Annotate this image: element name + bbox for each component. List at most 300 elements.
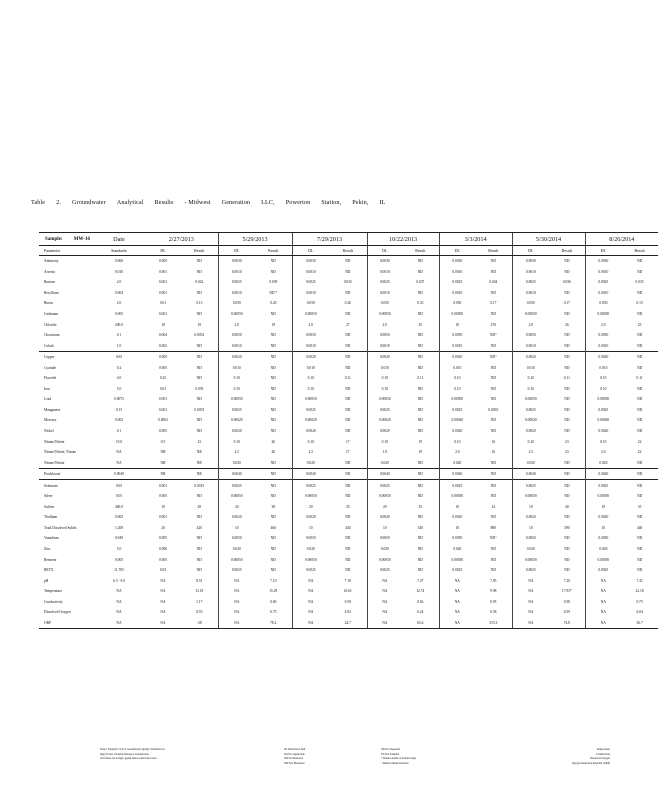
result-cell: ND [417,418,423,423]
notes-standards [100,748,165,762]
standard-value: 0.005 [114,312,124,316]
caption-word: Results [154,199,174,206]
detection-limit-cell: 20 [218,502,255,513]
detection-limit-cell: NA [218,586,255,597]
detection-limit-cell: 0.10 [292,373,329,384]
detection-limit-cell: 0.0020 [439,512,475,523]
table-row [39,457,658,468]
result-cell: ND [196,269,202,274]
notes-abbreviations [284,748,305,766]
result-cell: ND [345,536,351,541]
detection-limit-cell: 0.020 [439,544,475,555]
result-cell: 15.29 [269,589,278,594]
result-cell: ND [270,376,276,381]
result-cell: 22.18 [635,589,644,594]
detection-limit-cell: 0.01 [159,386,167,391]
result-cell: ND [637,290,643,295]
parameter-name: Zinc [44,547,51,552]
detection-limit-cell: 0.001 [158,397,168,402]
result-cell: ND [637,312,643,316]
detection-limit-cell: 0.25 [159,376,167,381]
detection-limit-cell: 0.0020 [367,512,402,523]
result-cell: ND [196,259,202,264]
result-cell: ND [270,547,276,552]
detection-limit-cell: 0.001 [158,312,168,316]
caption-word: - Midwest [184,199,211,206]
detection-limit-cell: 0.00020 [367,415,402,426]
detection-limit-cell: 0.050 [512,298,549,309]
dl-header: DL [439,246,475,256]
result-cell: ND [637,386,643,391]
table-row [39,618,658,629]
result-cell: 35 [345,504,350,509]
note-line: * Result outside of normal range [381,757,417,761]
detection-limit-cell: 0.001 [145,480,181,491]
result-cell: 6.59 [563,610,570,615]
caption-word: Pekin, [352,199,369,206]
result-cell: 8.53 [196,610,203,615]
detection-limit-cell: 0.0010 [367,340,402,351]
detection-limit-cell: 0.0040 [585,468,621,480]
result-cell: ND [417,343,423,348]
standard-value: NA [116,610,122,615]
detection-limit-cell: 0.0025 [512,565,549,576]
detection-limit-cell: 0.0025 [585,565,621,576]
result-cell: ND [196,515,202,520]
detection-limit-cell: 0.00050 [367,394,402,405]
standard-value: 5.0 [116,386,122,391]
note-line: NM Not Measured [284,761,305,765]
result-cell: ND [549,351,585,362]
parameter-name: Conductivity [44,599,63,604]
result-cell: ND [402,480,439,491]
parameter-name: Arsenic [44,269,56,274]
table-row [39,533,658,544]
sample-label: Sample: MW-16 [39,233,93,246]
sample-id: MW-16 [73,236,90,242]
detection-limit-cell: 0.0025 [585,277,621,288]
result-cell: ND [549,468,585,480]
result-cell: 0.0015 [181,480,218,491]
result-cell: ND [564,494,570,499]
result-cell: 0.17 [563,301,570,306]
detection-limit-cell: 0.0025 [585,480,621,491]
result-cell: ND [345,312,351,316]
detection-limit-cell: 0.00020 [292,415,329,426]
detection-limit-cell: 0.0050 [292,330,329,341]
result-header: Result [181,246,218,256]
result-cell: ND [196,343,202,348]
result-cell: ND [196,557,202,562]
result-cell: 12.74 [416,589,425,594]
detection-limit-cell: 0.0040 [218,468,255,480]
detection-limit-cell: 0.003 [158,259,168,264]
result-cell: 440 [345,525,351,530]
result-cell: 7.85 [490,578,497,583]
detection-limit-cell: 0.001 [158,407,168,412]
standard-value: 5.0 [116,547,122,552]
date-header: 5/30/2014 [512,233,585,246]
result-cell: -28 [181,618,218,629]
result-cell: ND [345,429,351,434]
result-cell: 16 [491,450,496,455]
standard-value: NA [116,450,122,455]
result-cell: 0.11 [563,376,570,381]
parameter-name: Cobalt [44,343,54,348]
result-cell: ND [417,365,423,370]
detection-limit-cell: 0.00050 [439,554,475,565]
result-cell: ND [270,343,276,348]
detection-limit-cell: 0.0025 [367,565,402,576]
result-cell: ND [637,269,643,274]
detection-limit-cell: 0.0010 [439,340,475,351]
standard-value: NA [116,460,122,465]
detection-limit-cell: 0.005 [158,536,168,541]
result-cell: 6.04 [636,610,643,615]
table-row [39,597,658,608]
result-cell: 6.24 [417,610,424,615]
result-cell: ND [549,480,585,491]
result-cell: ND [255,480,292,491]
table-row [39,277,658,288]
detection-limit-cell: 0.0025 [218,405,255,416]
result-cell: ND * [269,290,278,295]
table-row [39,309,658,320]
result-cell: 0.15 [636,301,643,306]
parameter-name: Copper [39,351,93,362]
result-cell: ND [402,351,439,362]
detection-limit-cell: NA [367,607,402,618]
result-cell: ND [329,480,367,491]
standard-value: NA [93,618,145,629]
table-row [39,468,658,480]
result-cell: NR [181,468,218,480]
parameter-name: Mercury [44,418,57,423]
result-cell: ND [270,460,276,465]
detection-limit-cell: NA [145,618,181,629]
table-row [39,523,658,534]
detection-limit-cell: NA [160,578,166,583]
detection-limit-cell: 10 [367,523,402,534]
result-cell: ND [621,480,658,491]
detection-limit-cell: NA [160,610,166,615]
note-line: DL Detection Limit [284,748,306,751]
parameter-name: Iron [44,386,50,391]
detection-limit-cell: 2.0 [292,319,329,330]
detection-limit-cell: 2.0 [439,447,475,458]
result-cell: ND [417,557,423,562]
detection-limit-cell: 0.10 [292,384,329,395]
detection-limit-cell: 0.00050 [218,491,255,502]
detection-limit-cell: 0.10 [218,436,255,447]
detection-limit-cell: 0.0025 [439,277,475,288]
parameter-name: pH [44,578,49,583]
detection-limit-cell: 10 [439,319,475,330]
result-cell: 7.27 [417,578,424,583]
result-cell: ND [564,536,570,541]
result-cell: ND [417,515,423,520]
result-cell: ND [345,568,351,573]
standard-value: 11.705 [114,568,124,573]
result-cell: 23 [565,439,569,444]
detection-limit-cell: 0.0025 [439,565,475,576]
result-cell: ND [417,397,423,402]
parameter-name: Barium [44,280,55,285]
table-row [39,447,658,458]
detection-limit-cell: 0.050 [218,298,255,309]
result-cell: ND [270,333,276,338]
parameter-name: Nickel [44,429,54,434]
result-cell: ND [270,397,276,402]
detection-limit-cell: 1.0 [367,447,402,458]
detection-limit-cell: 0.0010 [512,288,549,299]
result-cell: 0.26 [344,301,351,306]
detection-limit-cell: 0.0050 [585,330,621,341]
detection-limit-cell: 0.0025 [218,480,255,491]
detection-limit-cell: 10 [585,523,621,534]
table-row [39,512,658,523]
standard-value: 0.0075 [114,397,124,402]
detection-limit-cell: 0.0030 [439,256,475,267]
result-cell: 19 [418,439,423,444]
caption-word: Station, [321,199,342,206]
detection-limit-cell: 0.00020 [585,415,621,426]
detection-limit-cell: NA [218,575,255,586]
detection-limit-cell: 0.00020 [512,415,549,426]
result-cell: 20 [271,450,276,455]
detection-limit-cell: NA [512,575,549,586]
detection-limit-cell: NA [160,599,166,604]
detection-limit-cell: NA [218,597,255,608]
standard-value: 0.15 [115,407,123,412]
result-cell: ND [345,547,351,552]
detection-limit-cell: 0.0025 [512,405,549,416]
detection-limit-cell: 0.00050 [292,491,329,502]
result-cell: 36.7 [621,618,658,629]
caption-word: Analytical [116,199,144,206]
detection-limit-cell: 0.020 [585,544,621,555]
result-cell: ND [564,547,570,552]
detection-limit-cell: NA [512,597,549,608]
result-cell: 74.8 [549,618,585,629]
result-cell: ND [196,547,202,552]
result-cell: ND [564,407,570,412]
detection-limit-cell: 0.0025 [439,480,475,491]
detection-limit-cell: 0.10 [439,436,475,447]
detection-limit-cell: NA [160,589,166,594]
result-cell: 460 [270,525,276,530]
dl-header: DL [292,246,329,256]
date-header: 3/3/2014 [439,233,512,246]
detection-limit-cell: 0.0010 [218,340,255,351]
note-line: NR Not Reported [381,748,400,751]
parameter-name: Perchlorate [39,468,93,480]
standard-value: 400.0 [114,504,124,509]
result-cell: ND [345,269,351,274]
detection-limit-cell: 0.010 [367,362,402,373]
detection-limit-cell: 0.001 [158,280,168,285]
detection-limit-cell: 0.0050 [439,330,475,341]
result-cell: ND^ [489,333,497,338]
detection-limit-cell: 0.10 [218,384,255,395]
parameter-name: BETX [44,568,54,573]
detection-limit-cell: 0.0025 [512,277,549,288]
detection-limit-cell: 0.0025 [367,405,402,416]
detection-limit-cell: 0.0010 [218,288,255,299]
result-cell: ND [564,290,570,295]
result-cell: ND [564,365,570,370]
result-cell: ND [270,259,276,264]
dl-header: DL [367,246,402,256]
result-cell: ND [475,480,512,491]
date-header: 7/29/2013 [292,233,367,246]
detection-limit-cell: 0.001 [158,515,168,520]
result-cell: ND [345,290,351,295]
detection-limit-cell: NA [585,586,621,597]
parameter-header: Parameter [39,246,93,256]
result-cell: ND [196,290,202,295]
table-row [39,575,658,586]
detection-limit-cell: 0.0010 [367,288,402,299]
table-row [39,340,658,351]
detection-limit-cell: 0.0020 [439,426,475,437]
detection-limit-cell: 2.0 [585,447,621,458]
detection-limit-cell: 0.00050 [439,491,475,502]
detection-limit-cell: 0.00050 [218,394,255,405]
result-cell: ND [490,460,496,465]
parameter-name: Cadmium [44,312,59,316]
detection-limit-cell: 0.0030 [367,256,402,267]
detection-limit-cell: 10 [161,322,165,327]
table-row [39,480,658,491]
detection-limit-cell: 0.020 [292,457,329,468]
detection-limit-cell: 0.00050 [585,491,621,502]
result-cell: ND [637,418,643,423]
result-cell: ND [196,312,202,316]
result-cell: 35 [418,504,423,509]
detection-limit-cell: 10 [218,523,255,534]
detection-limit-cell: 0.00050 [218,309,255,320]
result-cell: ND [196,397,202,402]
detection-limit-cell: 0.0020 [585,426,621,437]
detection-limit-cell: 0.0050 [218,533,255,544]
table-row [39,405,658,416]
result-cell: 40 [565,504,569,509]
header-columns-row [39,246,658,256]
result-cell: ND [490,418,496,423]
table-row [39,319,658,330]
result-cell: ND [637,365,643,370]
result-cell: 0.20 [270,301,277,306]
result-cell: 22 [637,439,642,444]
standard-value: 2.0 [116,301,122,306]
result-cell: 390 [564,525,570,530]
detection-limit-cell: 2.5 [218,447,255,458]
table-row [39,544,658,555]
caption-word: IL [379,199,386,206]
detection-limit-cell: 0.0010 [585,340,621,351]
result-cell: 23 [197,439,202,444]
result-cell: 22 [637,450,642,455]
standard-value: 0.004 [114,290,124,295]
detection-limit-cell: NA [439,586,475,597]
detection-limit-cell: 0.0025 [292,405,329,416]
result-cell: ND [490,547,496,552]
parameter-name: Nitrate/Nitrite [44,439,65,444]
detection-limit-cell: 0.0020 [218,351,255,362]
detection-limit-cell: 0.005 [158,557,168,562]
detection-limit-cell: 0.0040 [367,468,402,480]
table-row [39,554,658,565]
result-cell: ND [345,494,351,499]
result-cell: ND [564,259,570,264]
standard-value: 6.5 - 9.0 [113,578,125,583]
detection-limit-cell: 10 [585,502,621,513]
result-cell: ND [637,343,643,348]
result-header: Result [549,246,585,256]
result-cell: ND [490,397,496,402]
detection-limit-cell: NA [367,586,402,597]
detection-limit-cell: 2.5 [512,447,549,458]
detection-limit-cell: NR [160,460,166,465]
standard-value: 0.05 [93,480,145,491]
table-row [39,586,658,597]
table-row [39,351,658,362]
result-cell: ND [196,568,202,573]
detection-limit-cell: 0.020 [292,544,329,555]
result-cell: ND [270,418,276,423]
result-cell: ND [417,429,423,434]
result-cell: ND [270,536,276,541]
result-cell: 38 [271,504,276,509]
standard-value: 0.2 [116,365,122,370]
parameter-name: ORP [39,618,93,629]
result-cell: 0.035 [635,280,644,285]
standard-value: 0.049 [114,536,124,541]
result-cell: ND [564,557,570,562]
detection-limit-cell: 0.0050 [512,330,549,341]
result-cell: 270 [490,322,497,327]
result-cell: ND [417,386,423,391]
standard-value: 1.0 [116,343,122,348]
detection-limit-cell: 0.0020 [292,512,329,523]
result-cell: 440 [636,525,643,530]
dl-header: DL [218,246,255,256]
detection-limit-cell: 20 [367,502,402,513]
detection-limit-cell: 0.0040 [292,468,329,480]
result-cell: ND [417,547,423,552]
result-cell: ND [345,365,351,370]
result-cell: 27 [345,322,350,327]
table-row [39,330,658,341]
result-cell: ND [181,351,218,362]
detection-limit-cell: NA [585,618,621,629]
parameter-name: Antimony [44,259,59,264]
detection-limit-cell: 0.0020 [439,351,475,362]
result-cell: ND [637,333,643,338]
detection-limit-cell: 0.0025 [292,277,329,288]
result-header: Result [621,246,658,256]
note-line: ^ Method blank detection [381,761,409,765]
result-cell: ND [345,407,351,412]
parameter-name: Chloride [44,322,57,327]
result-cell: 0.35 [417,301,424,306]
detection-limit-cell: 0.020 [439,457,475,468]
detection-limit-cell: 0.00050 [367,491,402,502]
table-row [39,373,658,384]
detection-limit-cell: 2.5 [292,447,329,458]
result-cell: 0.036 [562,280,571,285]
